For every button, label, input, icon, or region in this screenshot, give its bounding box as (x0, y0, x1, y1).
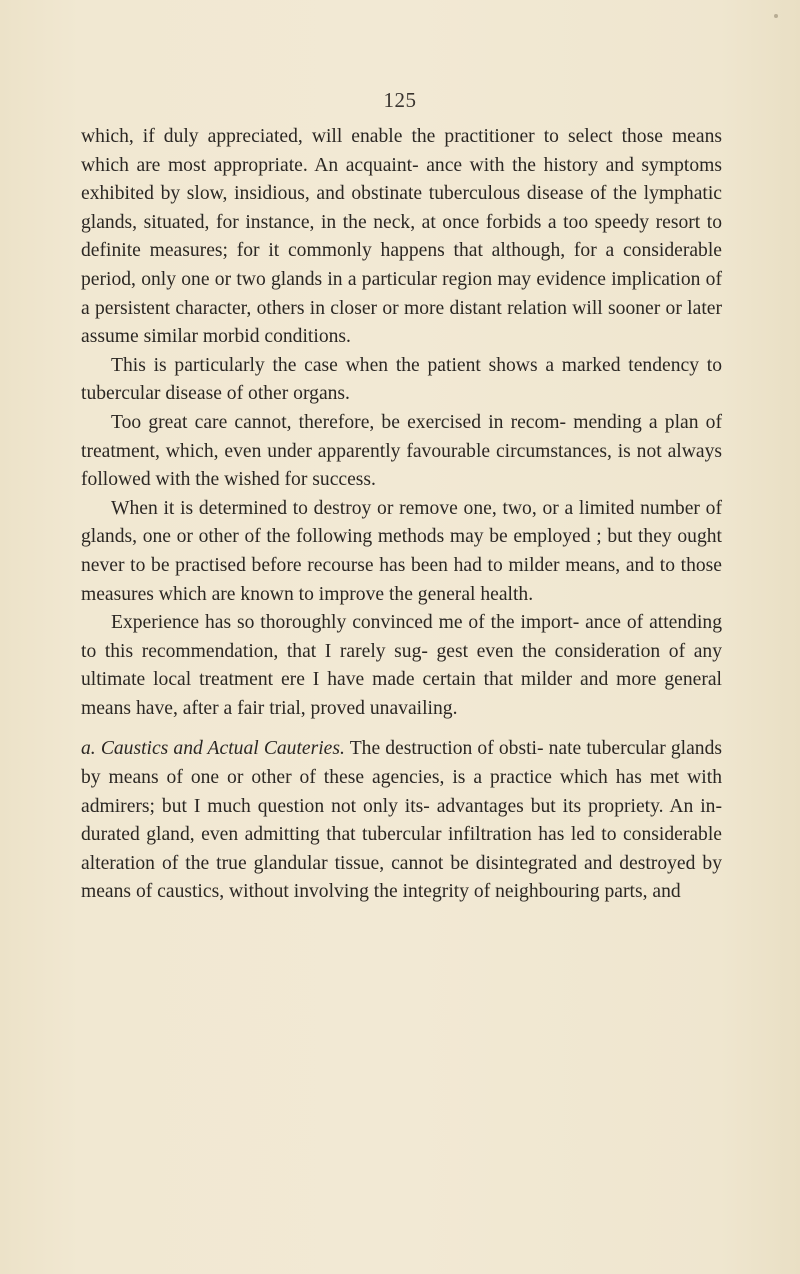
body-text (81, 123, 722, 907)
paragraph-3: Too great care cannot, therefore, be exercised in recom- mending a plan of treatment, which, even under apparently favourable circumstances, is not always followed with the wished for success. (81, 411, 722, 491)
section-paragraph (81, 735, 722, 907)
paragraph-4: When it is determined to destroy or remove one, two, or a limited number of glands, one or other of the following methods may be employed ; but they ought never to be practised before recourse has been had to milder means, and to those measures which are known to improve the general health. (81, 497, 722, 605)
page-number: 125 (383, 88, 417, 112)
section-heading: Caustics and Actual Cauteries. (100, 738, 345, 760)
section-text: The destruction of obsti- nate tubercular glands by means of one or other of these agencies, is a practice which has met with admirers; but I much question not only its- advantages but its propriety. An in- durated gland, even admitting that tubercular infiltration has led to considerable alteration of the true glandular tissue, cannot be disintegrated and destroyed by means of caustics, without involving the integrity of neighbouring parts, and (81, 738, 723, 903)
paper-speck (774, 14, 778, 18)
section-letter: a. (81, 738, 96, 760)
paragraph-5: Experience has so thoroughly convinced me of the import- ance of attending to this recommendation, that I rarely sug- gest even the consideration of any ultimate local treatment ere I have made certain that milder and more general means have, after a fair trial, proved unavailing. (81, 612, 722, 719)
paragraph-1: which, if duly appreciated, will enable the practitioner to select those means which are most appropriate. An acquaint- ance with the history and symptoms exhibited by slow, insidious, and obstinate tuberculous disease of the lymphatic glands, situated, for instance, in the neck, at once forbids a too speedy resort to definite measures; for it commonly happens that although, for a considerable period, only one or two glands in a particular region may evidence implication of a persistent character, others in closer or more distant relation will sooner or later assume similar morbid conditions. (81, 126, 722, 348)
paragraph-2: This is particularly the case when the patient shows a marked tendency to tubercular disease of other organs. (81, 354, 722, 405)
